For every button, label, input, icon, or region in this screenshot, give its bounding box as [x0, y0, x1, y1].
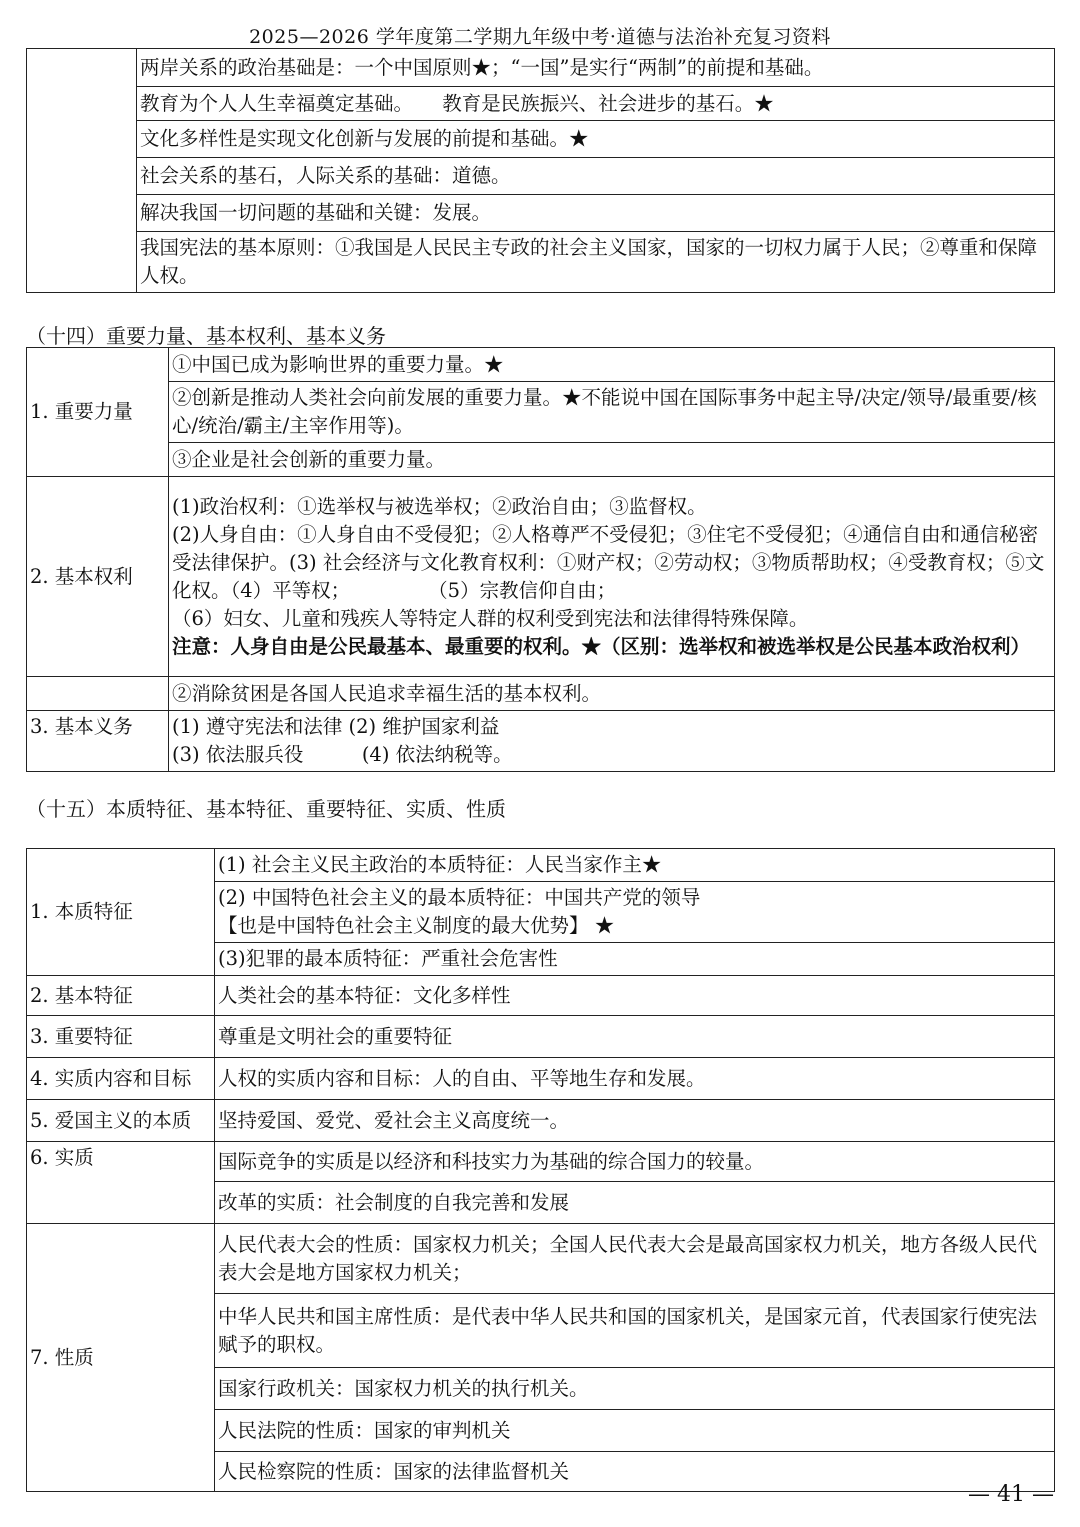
- rights-detail: [169, 477, 1055, 677]
- table-row: 解决我国一切问题的基础和关键：发展。: [137, 195, 1055, 232]
- list-item: 国际竞争的实质是以经济和科技实力为基础的综合国力的较量。: [215, 1142, 1055, 1182]
- table-row: 我国宪法的基本原则：①我国是人民民主专政的社会主义国家，国家的一切权力属于人民；②尊重和保障人权。: [137, 232, 1055, 293]
- label-basic-duties: 3. 基本义务: [27, 711, 169, 772]
- table-foundations: [26, 48, 1055, 293]
- label-essence: 1. 本质特征: [27, 849, 215, 976]
- list-item: 人民检察院的性质：国家的法律监督机关: [215, 1452, 1055, 1492]
- table-row: 两岸关系的政治基础是：一个中国原则★；“一国”是实行“两制”的前提和基础。: [137, 49, 1055, 87]
- label-substance: 6. 实质: [27, 1142, 215, 1224]
- label-basic-feature: 2. 基本特征: [27, 976, 215, 1016]
- duties-line: (3) 依法服兵役 (4) 依法纳税等。: [172, 743, 513, 766]
- list-item: ②消除贫困是各国人民追求幸福生活的基本权利。: [169, 677, 1055, 711]
- page-header: 2025—2026 学年度第二学期九年级中考·道德与法治补充复习资料: [249, 26, 831, 48]
- rights-line: (2)人身自由：①人身自由不受侵犯；②人格尊严不受侵犯；③住宅不受侵犯；④通信自由和通信秘密受法律保护。(3) 社会经济与文化教育权利：①财产权；②劳动权；③物质帮助权；④受教育权；⑤文化权。（4）平等权； （5）宗教信仰自由；: [172, 522, 1045, 602]
- label-content-goal: 4. 实质内容和目标: [27, 1058, 215, 1100]
- list-item: 人类社会的基本特征：文化多样性: [215, 976, 1055, 1016]
- list-item: 尊重是文明社会的重要特征: [215, 1016, 1055, 1058]
- list-item: 人权的实质内容和目标：人的自由、平等地生存和发展。: [215, 1058, 1055, 1100]
- label-nature: 7. 性质: [27, 1224, 215, 1492]
- list-item: 国家行政机关：国家权力机关的执行机关。: [215, 1368, 1055, 1410]
- table-row: 社会关系的基石，人际关系的基础：道德。: [137, 158, 1055, 195]
- table-blank-label: [27, 677, 169, 711]
- rights-line: （6）妇女、儿童和残疾人等特定人群的权利受到宪法和法律得特殊保障。: [172, 606, 809, 630]
- list-item: (3)犯罪的最本质特征：严重社会危害性: [215, 943, 1055, 976]
- list-item: 人民代表大会的性质：国家权力机关；全国人民代表大会是最高国家权力机关，地方各级人民代表大会是地方国家权力机关；: [215, 1224, 1055, 1294]
- list-item: ①中国已成为影响世界的重要力量。★: [169, 348, 1055, 382]
- rights-note: 注意：人身自由是公民最基本、最重要的权利。★（区别：选举权和被选举权是公民基本政治权利）: [172, 634, 1031, 658]
- section-title-15: （十五）本质特征、基本特征、重要特征、实质、性质: [26, 797, 506, 821]
- list-item: ③企业是社会创新的重要力量。: [169, 443, 1055, 477]
- list-item: (1) 社会主义民主政治的本质特征：人民当家作主★: [215, 849, 1055, 882]
- label-patriotism: 5. 爱国主义的本质: [27, 1100, 215, 1142]
- list-item: 坚持爱国、爱党、爱社会主义高度统一。: [215, 1100, 1055, 1142]
- essence-line: 【也是中国特色社会主义制度的最大优势】 ★: [218, 914, 615, 937]
- table-row: 文化多样性是实现文化创新与发展的前提和基础。★: [137, 121, 1055, 158]
- label-basic-rights: 2. 基本权利: [27, 477, 169, 677]
- table-section-14: [26, 347, 1055, 772]
- table-blank-label: [27, 49, 137, 293]
- rights-line: (1)政治权利：①选举权与被选举权；②政治自由；③监督权。: [172, 494, 707, 518]
- list-item: ②创新是推动人类社会向前发展的重要力量。★不能说中国在国际事务中起主导/决定/领导/最重要/核心/统治/霸主/主宰作用等)。: [169, 382, 1055, 443]
- duties-detail: [169, 711, 1055, 772]
- section-title-14: （十四）重要力量、基本权利、基本义务: [26, 324, 386, 348]
- list-item: [215, 882, 1055, 943]
- label-important-force: 1. 重要力量: [27, 348, 169, 477]
- list-item: 中华人民共和国主席性质：是代表中华人民共和国的国家机关，是国家元首，代表国家行使宪法赋予的职权。: [215, 1294, 1055, 1368]
- label-important-feature: 3. 重要特征: [27, 1016, 215, 1058]
- list-item: 改革的实质：社会制度的自我完善和发展: [215, 1182, 1055, 1224]
- essence-line: (2) 中国特色社会主义的最本质特征：中国共产党的领导: [218, 886, 701, 909]
- table-section-15: [26, 848, 1055, 1492]
- page-number: — 41 —: [968, 1482, 1054, 1507]
- table-row: 教育为个人人生幸福奠定基础。 教育是民族振兴、社会进步的基石。★: [137, 87, 1055, 121]
- list-item: 人民法院的性质：国家的审判机关: [215, 1410, 1055, 1452]
- duties-line: (1) 遵守宪法和法律 (2) 维护国家利益: [172, 715, 500, 738]
